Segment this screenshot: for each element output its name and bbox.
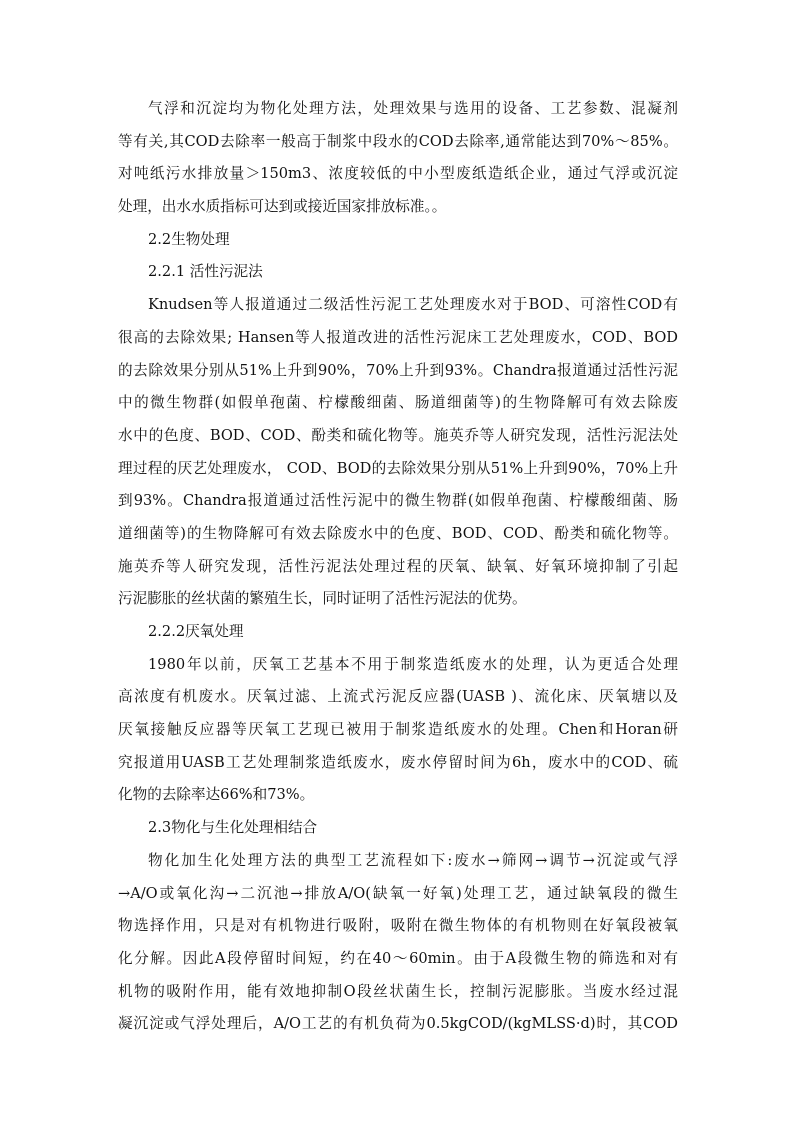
paragraph-line: 很高的去除效果; Hansen等人报道改进的活性污泥床工艺处理废水，COD、BOD xyxy=(118,328,678,346)
paragraph-line: 道细菌等)的生物降解可有效去除废水中的色度、BOD、COD、酚类和硫化物等。 xyxy=(118,524,678,542)
paragraph-line: 到93%。Chandra报道通过活性污泥中的微生物群(如假单孢菌、柠檬酸细菌、肠 xyxy=(118,492,678,510)
paragraph-line: 气浮和沉淀均为物化处理方法，处理效果与选用的设备、工艺参数、混凝剂 xyxy=(148,100,678,117)
paragraph-line: →A/O或氧化沟→二沉池→排放A/O(缺氧一好氧)处理工艺，通过缺氧段的微生 xyxy=(118,884,678,902)
paragraph-line: 中的微生物群(如假单孢菌、柠檬酸细菌、肠道细菌等)的生物降解可有效去除废 xyxy=(118,394,678,412)
paragraph-line: 水中的色度、BOD、COD、酚类和硫化物等。施英乔等人研究发现，活性污泥法处 xyxy=(118,426,678,444)
paragraph-line: Knudsen等人报道通过二级活性污泥工艺处理废水对于BOD、可溶性COD有 xyxy=(148,296,678,314)
paragraph-line: 机物的吸附作用，能有效地抑制O段丝状菌生长，控制污泥膨胀。当废水经过混 xyxy=(118,982,678,1000)
paragraph-line: 理过程的厌艺处理废水， COD、BOD的去除效果分别从51%上升到90%，70%上升 xyxy=(118,459,678,477)
paragraph-line: 高浓度有机废水。厌氧过滤、上流式污泥反应器(UASB )、流化床、厌氧塘以及 xyxy=(118,688,678,706)
paragraph-line: 凝沉淀或气浮处理后，A/O工艺的有机负荷为0.5kgCOD/(kgMLSS·d)时，其COD xyxy=(118,1015,678,1033)
paragraph-line: 物选择作用，只是对有机物进行吸附，吸附在微生物体的有机物则在好氧段被氧 xyxy=(118,917,678,935)
paragraph-line: 污泥膨胀的丝状菌的繁殖生长，同时证明了活性污泥法的优势。 xyxy=(118,590,527,608)
paragraph-line: 处理，出水水质指标可达到或接近国家排放标准。。 xyxy=(118,198,447,216)
paragraph-line: 等有关,其COD去除率一般高于制浆中段水的COD去除率,通常能达到70%～85%。 xyxy=(118,132,678,150)
paragraph-line: 的去除效果分别从51%上升到90%，70%上升到93%。Chandra报道通过活性污泥 xyxy=(118,361,678,379)
paragraph-line: 施英乔等人研究发现，活性污泥法处理过程的厌氧、缺氧、好氧环境抑制了引起 xyxy=(118,557,678,575)
paragraph-line: 化物的去除率达66%和73%。 xyxy=(118,786,315,804)
paragraph-line: 物化加生化处理方法的典型工艺流程如下:废水→筛网→调节→沉淀或气浮 xyxy=(148,851,678,869)
paragraph-line: 厌氧接触反应器等厌氧工艺现已被用于制浆造纸废水的处理。Chen和Horan研 xyxy=(118,721,678,739)
paragraph-line: 对吨纸污水排放量＞150m3、浓度较低的中小型废纸造纸企业，通过气浮或沉淀 xyxy=(118,165,678,183)
paragraph-line: 1980年以前，厌氧工艺基本不用于制浆造纸废水的处理，认为更适合处理 xyxy=(148,655,678,673)
section-heading: 2.2生物处理 xyxy=(148,230,230,248)
paragraph-line: 究报道用UASB工艺处理制浆造纸废水，废水停留时间为6h，废水中的COD、硫 xyxy=(118,753,678,771)
section-heading: 2.2.2厌氧处理 xyxy=(148,623,244,640)
section-heading: 2.3物化与生化处理相结合 xyxy=(148,819,318,837)
section-heading: 2.2.1 活性污泥法 xyxy=(148,263,263,281)
paragraph-line: 化分解。因此A段停留时间短，约在40～60min。由于A段微生物的筛选和对有 xyxy=(118,949,678,967)
document-body xyxy=(118,93,678,1041)
